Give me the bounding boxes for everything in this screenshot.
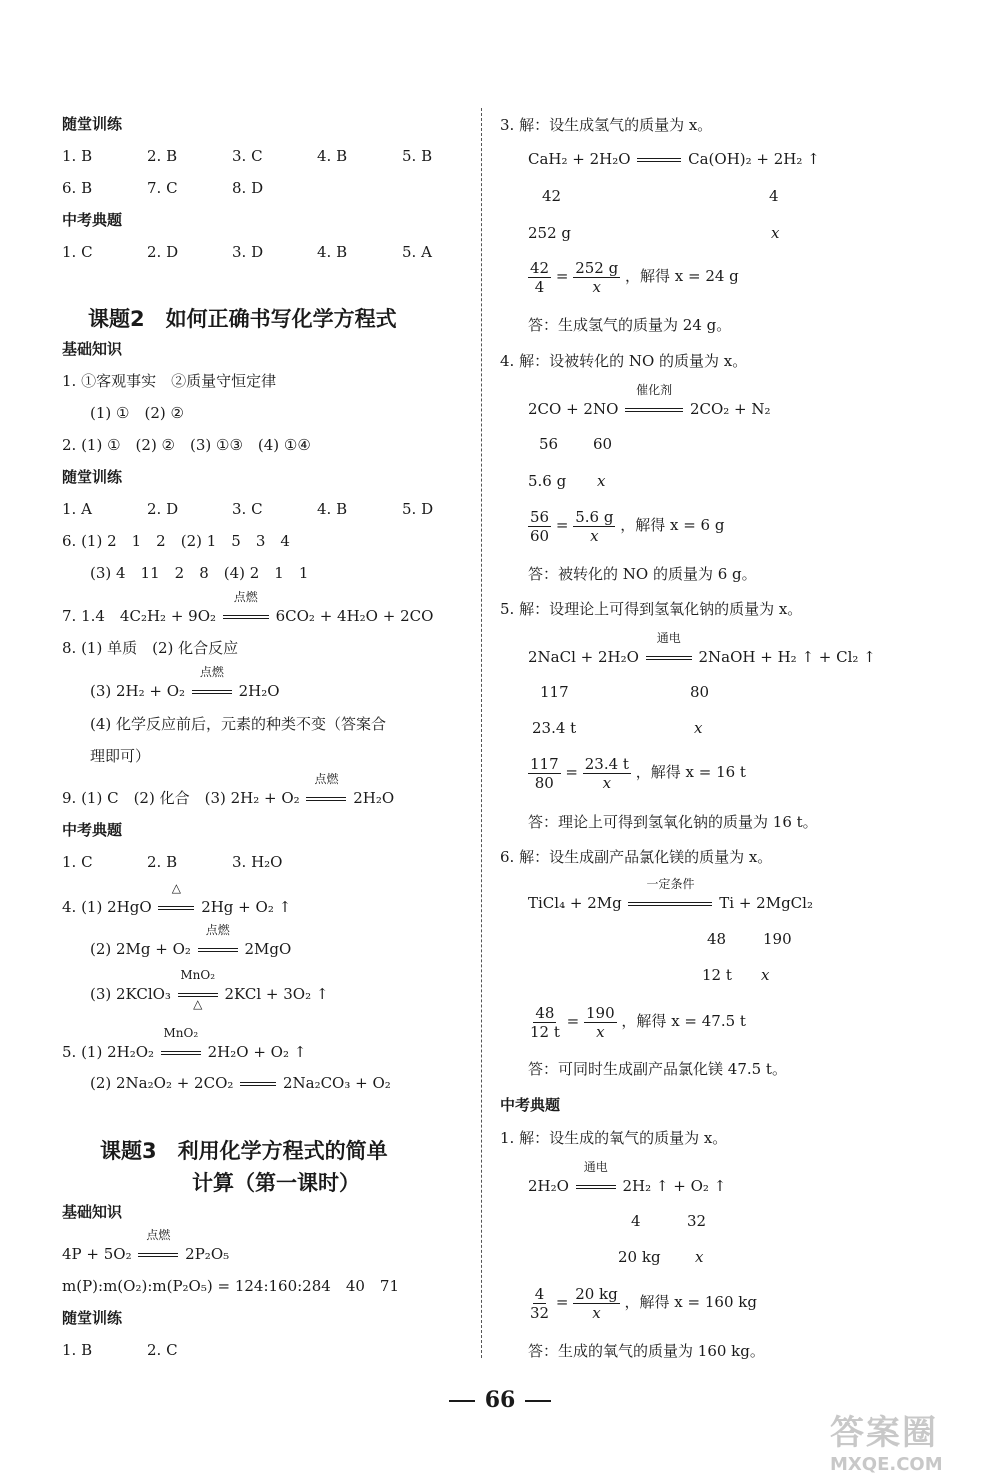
unknown-mass: x: [694, 719, 703, 737]
equation-line: (2) 2Mg + O₂ 点燃 2MgO: [90, 923, 292, 958]
answer-row: [62, 851, 282, 873]
molar-mass: 80: [690, 683, 710, 701]
molar-mass: 56: [539, 435, 559, 453]
answer-item: 4. B: [317, 500, 348, 518]
molar-mass: 32: [687, 1212, 707, 1230]
page-number: 66: [0, 1387, 1000, 1413]
answer-item: 3. C: [232, 500, 263, 518]
section-heading: 中考典题: [62, 211, 123, 229]
reaction-arrow: 点燃: [221, 605, 271, 627]
answer-line: 2. (1) ① (2) ② (3) ①③ (4) ①④: [62, 436, 311, 454]
given-mass: 252 g: [528, 224, 572, 242]
reaction-arrow: △: [156, 896, 196, 918]
answer-row: [62, 1339, 178, 1361]
problem-statement: 4. 解：设被转化的 NO 的质量为 x。: [500, 352, 748, 370]
answer-item: 1. C: [62, 853, 93, 871]
proportion-line: $\frac{56}{60}$ = $\frac{5.6 g}{x}$ ，解得 x = 6 g: [530, 507, 725, 545]
answer-row: [62, 498, 433, 520]
fraction: $\frac{56}{60}$: [530, 507, 550, 545]
molar-mass: 4: [769, 187, 779, 205]
reaction-arrow: 通电: [574, 1175, 618, 1197]
answer-line: 6. (1) 2 1 2 (2) 1 5 3 4: [62, 532, 290, 550]
section-heading: 随堂训练: [62, 468, 123, 486]
answer-item: 8. D: [232, 179, 264, 197]
equation-line: 2CO + 2NO 催化剂 2CO₂ + N₂: [528, 383, 771, 418]
molar-mass: 190: [763, 930, 792, 948]
unknown-mass: x: [695, 1248, 704, 1266]
watermark-logo: 答案圈 MXQE.COM: [830, 1413, 943, 1475]
answer-line: (3) 4 11 2 8 (4) 2 1 1: [90, 564, 309, 582]
fraction: $\frac{20 kg}{x}$: [575, 1284, 618, 1322]
section-heading: 基础知识: [62, 340, 123, 358]
answer-row: [62, 241, 432, 263]
reaction-arrow: 点燃: [304, 787, 348, 809]
proportion-line: $\frac{48}{12 t}$ = $\frac{190}{x}$ ，解得 x = 47.5 t: [530, 1003, 746, 1041]
answer-item: 3. C: [232, 147, 263, 165]
reaction-arrow: MnO₂ △: [176, 983, 220, 1005]
answer-line: (1) ① (2) ②: [90, 404, 184, 422]
lesson-title: 课题3 利用化学方程式的简单: [100, 1139, 388, 1163]
reaction-arrow: 催化剂: [623, 398, 685, 420]
reaction-arrow: [635, 148, 683, 170]
reaction-arrow: 一定条件: [626, 892, 714, 914]
section-heading: 中考典题: [62, 821, 123, 839]
equation-line: (3) 2KClO₃ MnO₂ △ 2KCl + 3O₂ ↑: [90, 968, 329, 1011]
proportion-line: $\frac{42}{4}$ = $\frac{252 g}{x}$ ，解得 x = 24 g: [530, 258, 739, 296]
molar-mass: 60: [593, 435, 613, 453]
proportion-line: $\frac{117}{80}$ = $\frac{23.4 t}{x}$ ，解得 x = 16 t: [530, 754, 746, 792]
reaction-arrow: 点燃: [136, 1243, 180, 1265]
fraction: $\frac{4}{32}$: [530, 1284, 550, 1322]
fraction: $\frac{190}{x}$: [586, 1003, 615, 1041]
equation-line: 7. 1.4 4C₂H₂ + 9O₂ 点燃 6CO₂ + 4H₂O + 2CO: [62, 590, 434, 625]
equation-line: 2NaCl + 2H₂O 通电 2NaOH + H₂ ↑ + Cl₂ ↑: [528, 631, 876, 666]
answer-row: [62, 177, 263, 199]
lesson-title: 计算（第一课时）: [192, 1171, 360, 1195]
answer-item: 1. C: [62, 243, 93, 261]
answer-item: 2. D: [147, 243, 179, 261]
equation-line: 4P + 5O₂ 点燃 2P₂O₅: [62, 1228, 230, 1263]
unknown-mass: x: [761, 966, 770, 984]
answer-item: 3. D: [232, 243, 264, 261]
equation-line: CaH₂ + 2H₂O Ca(OH)₂ + 2H₂ ↑: [528, 150, 820, 168]
answer-line: (4) 化学反应前后，元素的种类不变（答案合: [90, 715, 387, 733]
molar-mass: 117: [540, 683, 569, 701]
answer-item: 5. A: [402, 243, 432, 261]
problem-statement: 1. 解：设生成的氧气的质量为 x。: [500, 1129, 728, 1147]
answer-item: 5. D: [402, 500, 434, 518]
problem-statement: 5. 解：设理论上可得到氢氧化钠的质量为 x。: [500, 600, 803, 618]
column-divider: [481, 108, 482, 1358]
fraction: $\frac{48}{12 t}$: [530, 1003, 560, 1041]
answer-line: 理即可）: [90, 747, 151, 765]
answer-item: 2. B: [147, 853, 178, 871]
answer-statement: 答：生成氢气的质量为 24 g。: [528, 316, 732, 334]
section-heading: 随堂训练: [62, 1309, 123, 1327]
answer-item: 5. B: [402, 147, 433, 165]
reaction-arrow: 通电: [644, 646, 694, 668]
given-mass: 5.6 g: [528, 472, 567, 490]
problem-statement: 6. 解：设生成副产品氯化镁的质量为 x。: [500, 848, 773, 866]
answer-row: [62, 145, 432, 167]
fraction: $\frac{23.4 t}{x}$: [584, 754, 629, 792]
answer-item: 2. B: [147, 147, 178, 165]
fraction: $\frac{117}{80}$: [530, 754, 559, 792]
given-mass: 12 t: [702, 966, 732, 984]
section-heading: 随堂训练: [62, 115, 123, 133]
lesson-title: 课题2 如何正确书写化学方程式: [88, 307, 397, 331]
answer-item: 1. A: [62, 500, 92, 518]
reaction-arrow: [238, 1072, 278, 1094]
answer-statement: 答：理论上可得到氢氧化钠的质量为 16 t。: [528, 813, 818, 831]
equation-line: 4. (1) 2HgO △ 2Hg + O₂ ↑: [62, 881, 292, 916]
answer-item: 4. B: [317, 243, 348, 261]
answer-item: 7. C: [147, 179, 178, 197]
problem-statement: 3. 解：设生成氢气的质量为 x。: [500, 116, 713, 134]
answer-line: 8. (1) 单质 (2) 化合反应: [62, 639, 239, 657]
reaction-arrow: 点燃: [196, 938, 240, 960]
answer-statement: 答：被转化的 NO 的质量为 6 g。: [528, 565, 757, 583]
fraction: $\frac{5.6 g}{x}$: [575, 507, 614, 545]
fraction: $\frac{252 g}{x}$: [575, 258, 619, 296]
unknown-mass: x: [597, 472, 606, 490]
reaction-arrow: 点燃: [190, 680, 234, 702]
answer-line: 1. ①客观事实 ②质量守恒定律: [62, 372, 277, 390]
answer-statement: 答：生成的氧气的质量为 160 kg。: [528, 1342, 765, 1360]
answer-line: m(P):m(O₂):m(P₂O₅) = 124:160:284 40 71: [62, 1277, 399, 1295]
unknown-mass: x: [771, 224, 780, 242]
fraction: $\frac{42}{4}$: [530, 258, 550, 296]
given-mass: 20 kg: [618, 1248, 661, 1266]
equation-line: TiCl₄ + 2Mg 一定条件 Ti + 2MgCl₂: [528, 877, 813, 912]
molar-mass: 42: [542, 187, 562, 205]
given-mass: 23.4 t: [532, 719, 577, 737]
answer-item: 1. B: [62, 147, 93, 165]
equation-line: 9. (1) C (2) 化合 (3) 2H₂ + O₂ 点燃 2H₂O: [62, 772, 395, 807]
answer-statement: 答：可同时生成副产品氯化镁 47.5 t。: [528, 1060, 787, 1078]
section-heading: 基础知识: [62, 1203, 123, 1221]
proportion-line: $\frac{4}{32}$ = $\frac{20 kg}{x}$ ，解得 x = 160 kg: [530, 1284, 757, 1322]
equation-line: (2) 2Na₂O₂ + 2CO₂ 2Na₂CO₃ + O₂: [90, 1074, 391, 1092]
equation-line: 5. (1) 2H₂O₂ MnO₂ 2H₂O + O₂ ↑: [62, 1026, 307, 1061]
answer-item: 2. D: [147, 500, 179, 518]
answer-item: 1. B: [62, 1341, 93, 1359]
equation-line: (3) 2H₂ + O₂ 点燃 2H₂O: [90, 665, 280, 700]
molar-mass: 48: [707, 930, 727, 948]
answer-item: 4. B: [317, 147, 348, 165]
molar-mass: 4: [631, 1212, 641, 1230]
answer-item: 3. H₂O: [232, 853, 283, 871]
answer-item: 6. B: [62, 179, 93, 197]
equation-line: 2H₂O 通电 2H₂ ↑ + O₂ ↑: [528, 1160, 727, 1195]
answer-item: 2. C: [147, 1341, 178, 1359]
reaction-arrow: MnO₂: [159, 1041, 203, 1063]
section-heading: 中考典题: [500, 1096, 561, 1114]
